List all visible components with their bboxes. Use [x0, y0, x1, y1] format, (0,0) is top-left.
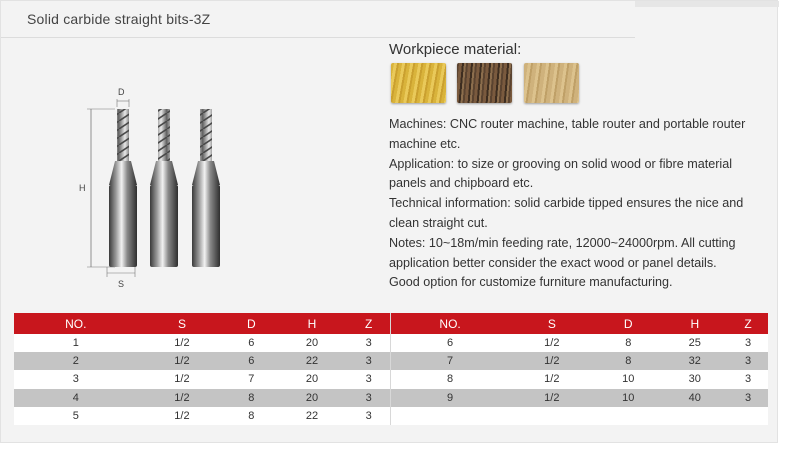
cell: 7 [391, 352, 510, 370]
cell [662, 407, 729, 425]
cell [391, 407, 510, 425]
cell: 6 [226, 334, 276, 352]
cell: 22 [276, 352, 347, 370]
table-row [14, 352, 390, 370]
table-row [14, 334, 390, 352]
col-s: S [138, 313, 227, 334]
cell: 20 [276, 389, 347, 407]
cell [595, 407, 662, 425]
col-no: NO. [14, 313, 138, 334]
table-header-row [391, 313, 769, 334]
desc-option: Good option for customize furniture manufacturing. [389, 275, 673, 290]
cell: 2 [14, 352, 138, 370]
cell: 6 [391, 334, 510, 352]
cell: 8 [226, 389, 276, 407]
label-d: D [118, 87, 125, 97]
table-row [14, 370, 390, 388]
cell [728, 407, 768, 425]
router-bit-2 [150, 109, 178, 267]
label-s: S [118, 279, 125, 289]
cell: 3 [347, 370, 390, 388]
cell: 3 [347, 389, 390, 407]
cell: 20 [276, 370, 347, 388]
cell: 25 [662, 334, 729, 352]
cell: 40 [662, 389, 729, 407]
cell: 8 [391, 370, 510, 388]
table-row [391, 334, 769, 352]
cell: 1/2 [138, 334, 227, 352]
cell: 3 [347, 407, 390, 425]
desc-technical: Technical information: solid carbide tipped ensures the nice and clean straight cut. [389, 196, 744, 230]
workpiece-heading: Workpiece material: [389, 41, 522, 58]
col-h: H [276, 313, 347, 334]
col-s: S [509, 313, 595, 334]
label-h: H [79, 183, 86, 193]
cell: 1 [14, 334, 138, 352]
cell: 8 [595, 334, 662, 352]
cell: 3 [728, 389, 768, 407]
cell: 3 [728, 352, 768, 370]
router-bit-3 [192, 109, 220, 267]
cell: 20 [276, 334, 347, 352]
col-no: NO. [391, 313, 510, 334]
cell [509, 407, 595, 425]
title-bar [1, 1, 635, 38]
table-row-empty [391, 407, 769, 425]
table-header-row [14, 313, 390, 334]
table-row [14, 389, 390, 407]
cell: 3 [347, 334, 390, 352]
col-d: D [595, 313, 662, 334]
cell: 1/2 [509, 370, 595, 388]
cell: 7 [226, 370, 276, 388]
col-h: H [662, 313, 729, 334]
desc-application: Application: to size or grooving on solid wood or fibre material panels and chipboard etc. [389, 156, 733, 191]
cell: 5 [14, 407, 138, 425]
cell: 3 [728, 334, 768, 352]
col-z: Z [347, 313, 390, 334]
plywood-swatch [524, 63, 579, 103]
cell: 1/2 [138, 407, 227, 425]
cell: 32 [662, 352, 729, 370]
cell: 1/2 [138, 389, 227, 407]
cell: 8 [226, 407, 276, 425]
light-wood-swatch [391, 63, 446, 103]
cell: 1/2 [509, 389, 595, 407]
cell: 1/2 [509, 352, 595, 370]
cell: 8 [595, 352, 662, 370]
cell: 9 [391, 389, 510, 407]
cell: 3 [728, 370, 768, 388]
top-right-strip [635, 1, 779, 7]
cell: 10 [595, 389, 662, 407]
spec-table-right [390, 313, 768, 425]
router-bits-illustration [71, 81, 251, 296]
router-bit-1 [109, 109, 137, 267]
cell: 30 [662, 370, 729, 388]
table-row [391, 370, 769, 388]
cell: 10 [595, 370, 662, 388]
col-d: D [226, 313, 276, 334]
cell: 3 [14, 370, 138, 388]
product-description [389, 115, 767, 293]
cell: 22 [276, 407, 347, 425]
table-row [391, 352, 769, 370]
cell: 1/2 [509, 334, 595, 352]
col-z: Z [728, 313, 768, 334]
spec-table-left [14, 313, 390, 425]
cell: 6 [226, 352, 276, 370]
cell: 1/2 [138, 352, 227, 370]
page-title: Solid carbide straight bits-3Z [27, 11, 211, 27]
cell: 1/2 [138, 370, 227, 388]
dark-wood-swatch [457, 63, 512, 103]
cell: 3 [347, 352, 390, 370]
desc-machines: Machines: CNC router machine, table router and portable router machine etc. [389, 117, 746, 151]
table-row [391, 389, 769, 407]
table-row [14, 407, 390, 425]
desc-notes: Notes: 10~18m/min feeding rate, 12000~24000rpm. All cutting application better consider the exact wood or panel details. [389, 235, 736, 270]
cell: 4 [14, 389, 138, 407]
